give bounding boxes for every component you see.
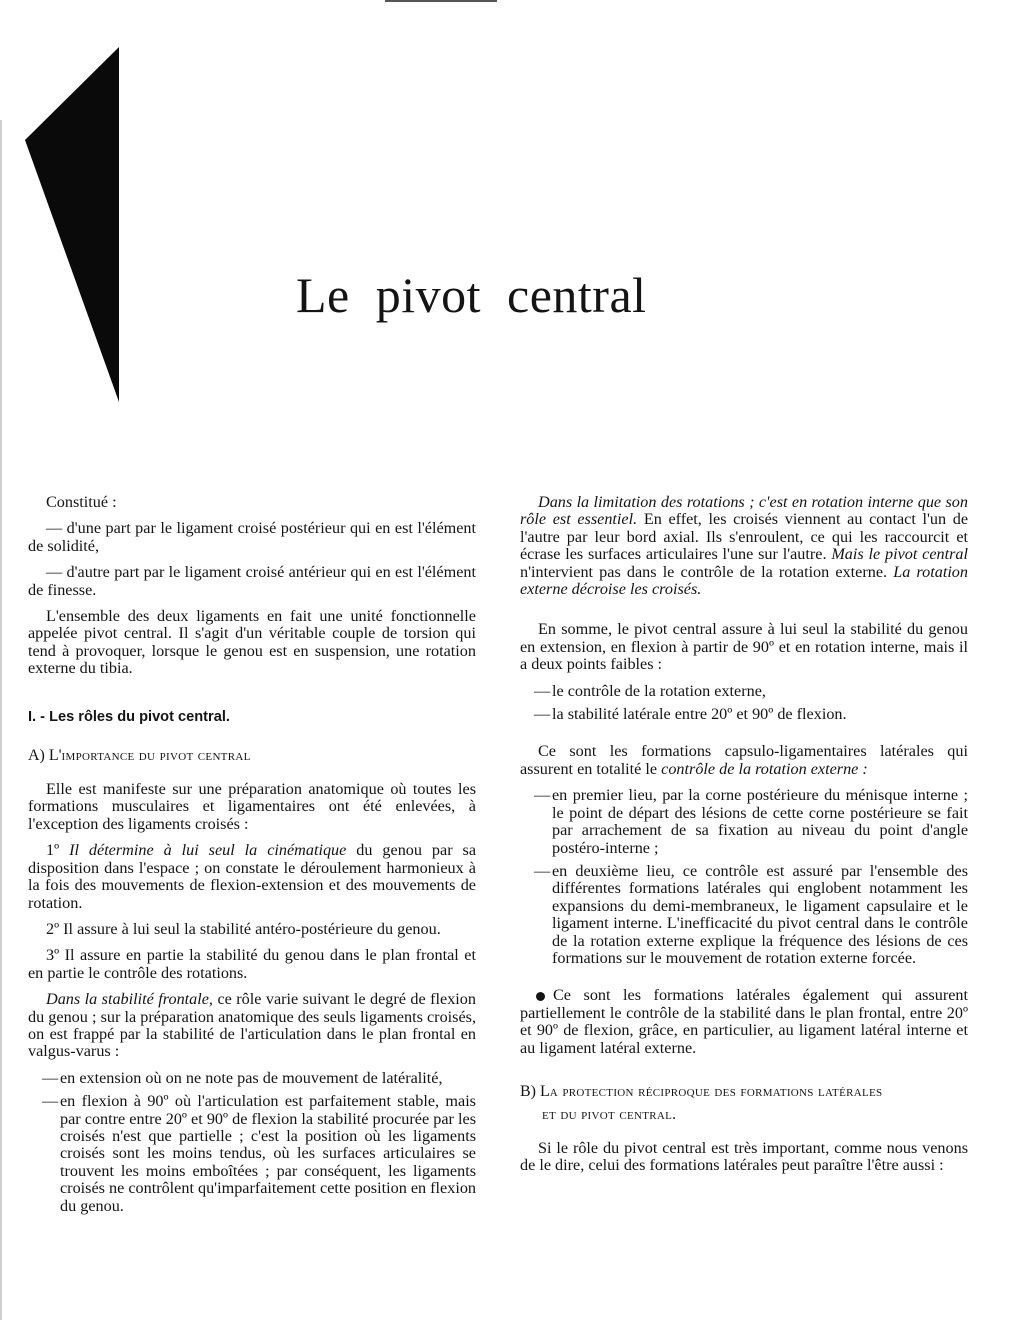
paragraph — [28, 842, 476, 912]
heading-prefix: B) L — [520, 1082, 550, 1100]
italic-text: Dans la limitation des rotations ; c'est en rotation interne que son rôle est essentiel. — [520, 493, 968, 529]
bullet-icon — [536, 992, 545, 1001]
text: ce rôle varie suivant le degré de flexion du genou ; sur la préparation anatomique des seuls ligaments croisés, on est frappé par la stabilité de l'articulation dans le plan frontal en valgus-varus : — [28, 990, 476, 1061]
paragraph: Si le rôle du pivot central est très important, comme nous venons de le dire, celui des formations latérales peut paraître l'être aussi : — [520, 1138, 968, 1175]
text: Ce sont les formations latérales également qui assurent partiellement le contrôle de la stabilité dans le plan frontal, entre 20º et 90º de flexion, grâce, en particulier, au ligament latéral interne et au ligament latéral externe. — [520, 986, 968, 1057]
list-item — [520, 787, 968, 857]
italic-text: Dans la stabilité frontale, — [46, 990, 213, 1009]
paragraph — [520, 494, 968, 598]
paragraph: L'ensemble des deux ligaments en fait une unité fonctionnelle appelée pivot central. Il s'agit d'un véritable couple de torsion qui tend à provoquer, lorsque le genou est en suspension, une rotation externe du tibia. — [28, 607, 476, 678]
right-column — [520, 494, 968, 1184]
bullet-paragraph — [520, 987, 968, 1057]
text: En effet, les croisés viennent au contact l'un de l'autre par leur bord axial. Ils s'enroulent, ce qui les raccourcit et écrase les surfaces articulaires l'une sur l'autre. — [520, 510, 969, 564]
italic-text: contrôle de la rotation externe : — [661, 759, 868, 778]
left-column — [28, 494, 476, 1221]
paragraph: Constitué : — [46, 493, 117, 511]
paragraph: — d'une part par le ligament croisé postérieur qui en est l'élément de solidité, — [28, 519, 476, 555]
list-item-text: en deuxième lieu, ce contrôle est assuré par l'ensemble des différentes formations latérales qui englobent notamment les expansions du demi-membraneux, le ligament capsulaire et le ligament interne. L'inefficacité du pivot central dans le contrôle de la rotation externe explique la fréquence des lésions de ces formations sur le mouvement de rotation externe forcée. — [552, 861, 968, 967]
paragraph: 3º Il assure en partie la stabilité du genou dans le plan frontal et en partie le contrôle des rotations. — [28, 946, 476, 982]
heading-smallcaps: et du pivot central. — [542, 1105, 677, 1123]
paragraph: — d'autre part par le ligament croisé antérieur qui en est l'élément de finesse. — [28, 563, 476, 599]
spacer — [520, 973, 968, 987]
list-item-text: en extension où on ne note pas de mouvement de latéralité, — [60, 1068, 443, 1087]
paragraph: Elle est manifeste sur une préparation anatomique où toutes les formations musculaires et ligamentaires ont été enlevées, à l'exception des ligaments croisés : — [28, 780, 476, 833]
spacer — [520, 607, 968, 621]
item-number: 1º — [46, 841, 60, 860]
heading-smallcaps: importance du pivot central — [61, 747, 251, 765]
paragraph: En somme, le pivot central assure à lui seul la stabilité du genou en extension, en flexion à partir de 90º et en rotation interne, mais il a deux points faibles : — [520, 620, 968, 674]
list-item — [520, 863, 968, 967]
spacer — [520, 729, 968, 743]
page-title — [296, 260, 647, 330]
italic-text: Mais le pivot central — [831, 545, 968, 564]
text: n'intervient pas dans le contrôle de la rotation externe. — [520, 562, 888, 581]
list-item-text: en flexion à 90º où l'articulation est parfaitement stable, mais par contre entre 20º et 90º de flexion la stabilité procurée par les croisés n'est que partielle ; c'est la position où les ligaments croisés sont les moins tendus, où les surfaces articulaires se trouvent les moins emboîtées ; par conséquent, les ligaments croisés ne contrôlent qu'imparfaitement cette position en flexion du genou. — [60, 1092, 477, 1215]
text: Ce sont les formations capsulo-ligamentaires latérales qui assurent en totalité le — [520, 742, 968, 778]
dash-mark: — — [534, 681, 551, 700]
subsection-heading-b — [520, 1080, 968, 1126]
section-heading: I. - Les rôles du pivot central. — [28, 708, 230, 725]
title-word-2: pivot — [375, 267, 482, 323]
list-item — [520, 706, 968, 723]
list-item — [28, 1093, 476, 1215]
spacer — [28, 687, 476, 709]
title-word-1: Le — [296, 267, 350, 323]
heading-prefix: A) L' — [28, 747, 62, 765]
dash-mark: — — [534, 786, 551, 805]
dash-mark: — — [42, 1092, 59, 1111]
spacer — [520, 1066, 968, 1080]
title-word-3: central — [507, 267, 647, 323]
dash-mark: — — [42, 1068, 59, 1087]
list-item-text: la stabilité latérale entre 20º et 90º de flexion. — [552, 705, 847, 724]
text: du genou par sa disposition dans l'espace ; on constate le déroulement harmonieux à la fois des mouvements de flexion-extension et des mouvements de rotation. — [28, 841, 477, 912]
top-rule — [385, 0, 497, 2]
list-item — [520, 683, 968, 700]
black-triangle-ornament — [0, 0, 130, 410]
list-item — [28, 1070, 476, 1087]
list-item-text: le contrôle de la rotation externe, — [552, 681, 766, 700]
italic-text: La rotation externe décroise les croisés. — [520, 562, 968, 599]
paragraph — [28, 991, 476, 1061]
heading-smallcaps: a protection réciproque des formations latérales — [549, 1082, 883, 1100]
paragraph: 2º Il assure à lui seul la stabilité antéro-postérieure du genou. — [46, 919, 441, 938]
italic-text: Il détermine à lui seul la cinématique — [69, 841, 347, 860]
list-item-text: en premier lieu, par la corne postérieure du ménisque interne ; le point de départ des lésions de cette corne postérieure se fait par arrachement de sa fixation au niveau du point d'angle postéro-interne ; — [552, 786, 968, 857]
paragraph — [520, 743, 968, 778]
dash-mark: — — [534, 705, 551, 724]
triangle-shape — [25, 47, 119, 402]
dash-mark: — — [534, 861, 551, 880]
subsection-heading-a — [28, 744, 476, 767]
